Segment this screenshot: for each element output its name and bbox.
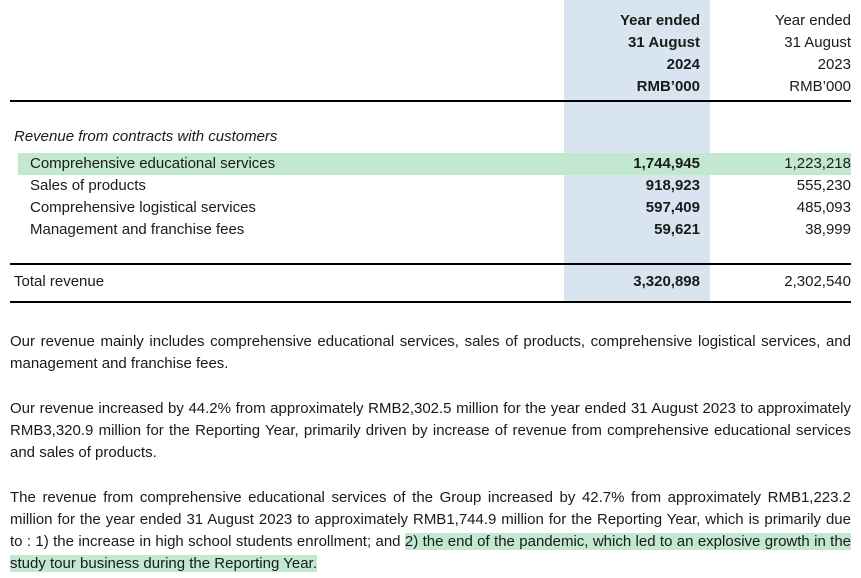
row-value-fy2024: 918,923 — [645, 177, 700, 194]
header-line: 2024 — [666, 56, 700, 73]
column-header-fy2023 — [710, 10, 851, 98]
table-section-row — [10, 126, 851, 148]
header-line: Year ended — [619, 12, 700, 29]
header-line: 31 August — [784, 34, 851, 51]
row-label: Comprehensive educational services — [30, 155, 276, 172]
column-header-fy2024 — [564, 10, 710, 98]
table-header-row — [10, 8, 851, 98]
table-row-comprehensive-educational-services — [18, 153, 851, 175]
highlighted-text: 2) the end of the pandemic, which led to an explosive growth in the study tour business during the Reporting Year. — [10, 533, 852, 572]
table-spacer — [10, 241, 851, 261]
total-value-fy2024: 3,320,898 — [633, 273, 700, 290]
row-label: Comprehensive logistical services — [30, 199, 256, 216]
header-line: 31 August — [628, 34, 700, 51]
table-row-comprehensive-logistical-services — [18, 197, 851, 219]
row-value-fy2024: 1,744,945 — [633, 155, 700, 172]
row-label: Sales of products — [30, 177, 146, 194]
paragraph-text: The revenue from comprehensive educational services of the Group increased by 42.7% from approximately RMB1,223.2 million for the year ended 31 August 2023 to approximately RMB1,744.9 million for the Reporting Year, which is primarily due to : 1) the increase in high school students enrollment; and — [10, 489, 851, 550]
header-line: RMB’000 — [636, 78, 700, 95]
section-label: Revenue from contracts with customers — [14, 128, 278, 145]
table-row-management-and-franchise-fees — [18, 219, 851, 241]
revenue-table — [10, 8, 851, 303]
paragraph-revenue-increase: Our revenue increased by 44.2% from approximately RMB2,302.5 million for the year ended 31 August 2023 to approximately RMB3,320.9 million for the Reporting Year, primarily driven by increase of revenue from comprehensive educational services and sales of products. — [10, 400, 851, 461]
table-row-total-revenue — [10, 265, 851, 299]
row-value-fy2024: 59,621 — [654, 221, 700, 238]
table-row-sales-of-products — [18, 175, 851, 197]
row-value-fy2023: 38,999 — [805, 221, 851, 238]
row-value-fy2023: 1,223,218 — [784, 155, 851, 172]
row-value-fy2023: 485,093 — [796, 199, 851, 216]
total-value-fy2023: 2,302,540 — [784, 273, 851, 290]
row-value-fy2024: 597,409 — [645, 199, 700, 216]
row-label: Management and franchise fees — [30, 221, 245, 238]
header-line: Year ended — [774, 12, 851, 29]
total-label: Total revenue — [14, 273, 105, 290]
paragraph-educational-services-growth — [10, 487, 851, 575]
paragraph-revenue-overview: Our revenue mainly includes comprehensive educational services, sales of products, comprehensive logistical services, and management and franchise fees. — [10, 333, 851, 372]
row-value-fy2023: 555,230 — [796, 177, 851, 194]
header-line: 2023 — [817, 56, 851, 73]
header-line: RMB’000 — [789, 78, 851, 95]
header-rule — [10, 100, 851, 102]
total-bottom-rule — [10, 301, 851, 303]
